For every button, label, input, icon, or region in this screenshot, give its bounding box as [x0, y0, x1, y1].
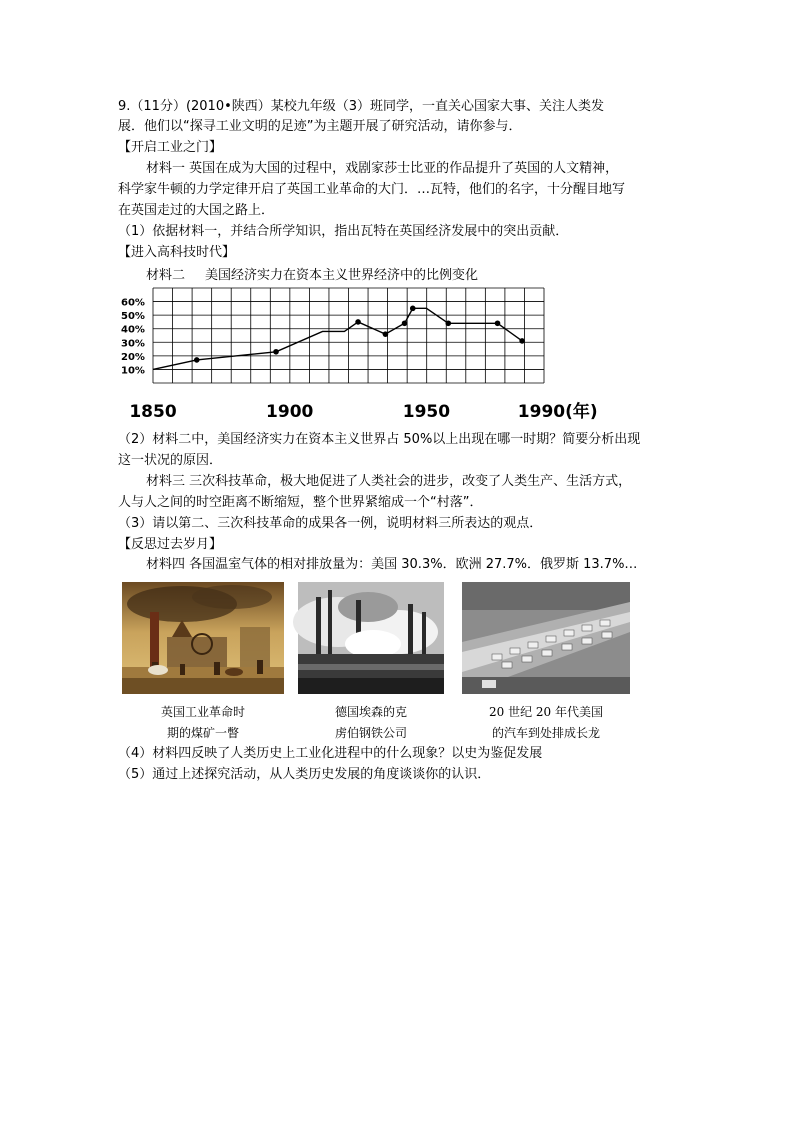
coal-mine-painting	[122, 582, 284, 694]
x-tick-label: 1950	[402, 402, 451, 422]
question-2-line-1: （2）材料二中，美国经济实力在资本主义世界占 50%以上出现在哪一时期？简要分析出现	[118, 432, 641, 447]
data-point	[446, 320, 452, 326]
caption-traffic	[462, 702, 630, 744]
y-tick-label: 50%	[121, 311, 145, 323]
y-tick-label: 60%	[121, 297, 145, 309]
caption-coal-mine	[118, 702, 288, 744]
section-heading-3: 【反思过去岁月】	[118, 537, 223, 552]
material-1-line-1: 材料一 英国在成为大国的过程中，戏剧家莎士比亚的作品提升了英国的人文精神，	[146, 161, 619, 176]
caption-coal-mine-line-1: 英国工业革命时	[160, 705, 245, 719]
caption-traffic-line-2: 的汽车到处排成长龙	[491, 726, 600, 740]
caption-krupp-line-1: 德国埃森的克	[334, 705, 407, 719]
data-point	[519, 338, 525, 344]
data-point	[273, 349, 279, 355]
y-tick-label: 20%	[121, 351, 145, 363]
x-tick-label: 1900	[266, 402, 314, 422]
section-heading-2: 【进入高科技时代】	[118, 245, 236, 260]
question-1: （1）依据材料一，并结合所学知识，指出瓦特在英国经济发展中的突出贡献．	[118, 224, 569, 239]
caption-krupp-line-2: 虏伯钢铁公司	[334, 726, 407, 740]
krupp-steel-works-photo	[298, 582, 444, 694]
chart-title: 美国经济实力在资本主义世界经济中的比例变化	[205, 268, 479, 283]
question-4: （4）材料四反映了人类历史上工业化进程中的什么现象？以史为鉴促发展	[118, 746, 543, 761]
material-1-line-2: 科学家牛顿的力学定律开启了英国工业革命的大门．…瓦特，他们的名字，十分醒目地写	[118, 182, 626, 197]
material-3-line-2: 人与人之间的时空距离不断缩短，整个世界紧缩成一个“村落”．	[118, 495, 483, 510]
x-tick-label: 1850	[129, 402, 177, 422]
y-tick-label: 10%	[121, 365, 145, 377]
data-point	[355, 319, 361, 325]
material-1-line-3: 在英国走过的大国之路上．	[118, 203, 275, 218]
question-line-2: 展．他们以“探寻工业文明的足迹”为主题开展了研究活动，请你参与．	[118, 119, 522, 134]
traffic-jam-photo	[462, 582, 630, 694]
question-line-1: 9.（11分）(2010•陕西）某校九年级（3）班同学，一直关心国家大事、关注人类发	[118, 99, 605, 114]
question-2-line-2: 这一状况的原因．	[118, 453, 223, 468]
question-5: （5）通过上述探究活动，从人类历史发展的角度谈谈你的认识．	[118, 767, 491, 782]
data-point	[402, 320, 408, 326]
section-heading-1: 【开启工业之门】	[118, 140, 223, 155]
data-point	[194, 357, 200, 363]
series-line	[153, 308, 522, 369]
question-3: （3）请以第二、三次科技革命的成果各一例，说明材料三所表达的观点．	[118, 516, 543, 531]
caption-krupp	[294, 702, 448, 744]
material-3-line-1: 材料三 三次科技革命，极大地促进了人类社会的进步，改变了人类生产、生活方式，	[146, 474, 632, 489]
material-2-label: 材料二	[146, 268, 186, 283]
caption-traffic-line-1: 20 世纪 20 年代美国	[489, 705, 603, 719]
data-point	[410, 306, 416, 312]
y-tick-label: 40%	[121, 324, 145, 336]
data-point	[495, 320, 501, 326]
material-4: 材料四 各国温室气体的相对排放量为：美国 30.3%．欧洲 27.7%．俄罗斯 13.7%…	[146, 557, 638, 572]
economic-share-chart	[110, 280, 598, 430]
y-tick-label: 30%	[121, 338, 145, 350]
data-point	[383, 331, 389, 337]
caption-coal-mine-line-2: 期的煤矿一瞥	[166, 726, 239, 740]
x-tick-label: 1990(年)	[517, 402, 598, 422]
